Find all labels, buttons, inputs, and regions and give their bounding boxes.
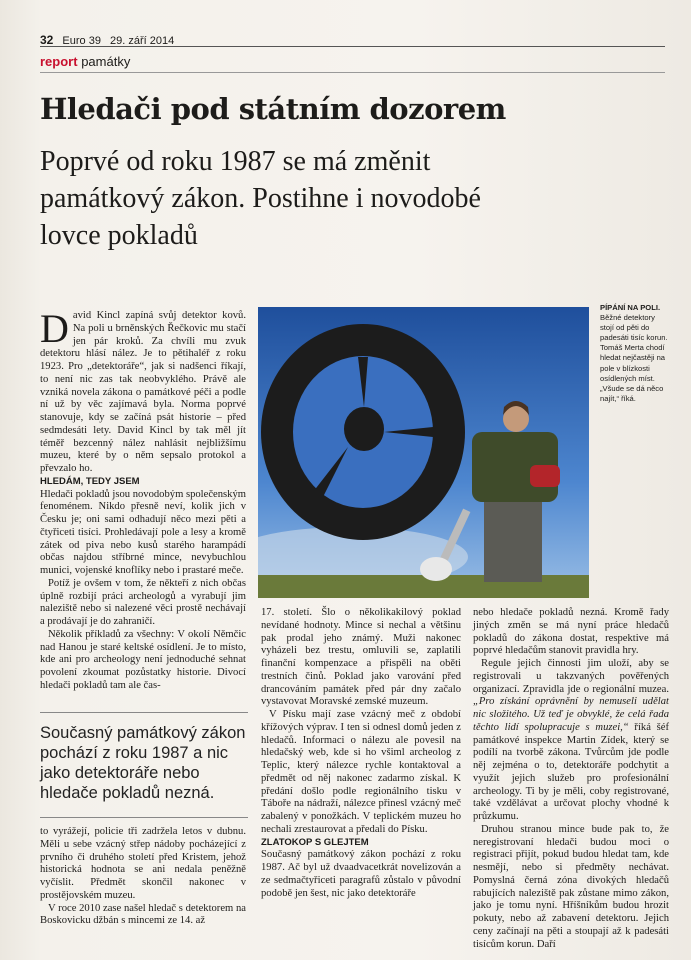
- page-header: [40, 33, 180, 47]
- quote-text: „Pro získání oprávnění by nemuseli udělat nic složitého. Už teď je obvyklé, že celá řada těchto lidí spolupracuje s muzei,“: [473, 696, 669, 733]
- photo-caption: [600, 303, 668, 404]
- body-paragraph: Potíž je ovšem v tom, že někteří z nich občas úplně rozbijí práci archeologů a vyrabují jim naleziště nebo si nalezené věci prostě nechávají a prodávají je do zahraničí.: [40, 577, 246, 627]
- page-number: 32: [40, 33, 54, 47]
- article-column-2: [261, 607, 461, 900]
- body-paragraph: Hledači pokladů jsou novodobým společenským fenoménem. Nikdo přesně neví, kolik jich v Česku je; oni sami odhadují něco mezi pěti a čtyřiceti tisíci. Prohledávají pole a lesy a kromě zátek od piva nebo kusů starého harampádí občas najdou stříbrné mince, nevybuchlou munici, vojenské knoflíky nebo i prastaré meče.: [40, 488, 246, 576]
- metal-detector-photo: [258, 307, 589, 598]
- section-label: [40, 54, 130, 69]
- subheading: ZLATOKOP S GLEJTEM: [261, 836, 369, 848]
- header-rule: [40, 46, 665, 47]
- subheading: HLEDÁM, TEDY JSEM: [40, 475, 140, 487]
- drop-cap: D: [40, 306, 69, 351]
- body-paragraph: nebo hledače pokladů nezná. Kromě řady jiných změn se má nyní práce hledačů pokladů do zákona dostat, respektive má poprvé hledačům stanovit pravidla hry.: [473, 607, 669, 657]
- caption-title: PÍPÁNÍ NA POLI.: [600, 303, 661, 312]
- lead-paragraph: David Kincl zapíná svůj detektor kovů. Na poli u brněnských Řečkovic mu stačí jen pár kroků. Za chvíli mu zvuk detektoru hlásí nález. Je to pětihaléř z roku 1923. Pro „detektoráře“, jak si nadšenci říkají, to není nic zas tak neobvyklého. Právě ale vzniká novela zákona o památkové péči a podle ní už by věc zajímavá byla. Norma poprvé stanovuje, kdy se začíná psát historie – před sedmdesáti lety. David Kincl by tak měl jít téměř bezcenný nález nahlásit nejbližšímu muzeu, které by o něm sepsalo protokol a převzalo ho.: [40, 306, 246, 474]
- article-column-3: [473, 607, 669, 951]
- body-paragraph: to vyrážejí, policie tři zadržela letos v dubnu. Měli u sebe vzácný střep nádoby pocházející z prvního či druhého století před Kristem, jehož historická hodnota se ani nedala peněžně vyčíslit. Předmět skončil nakonec v prostějovském muzeu.: [40, 826, 246, 901]
- body-paragraph: Regule jejich činnosti jim uloží, aby se registrovali u takzvaných pověřených organizací. Zpravidla jde o regionální muzea. „Pro získání oprávnění by nemuseli udělat nic složitého. Už teď je obvyklé, že celá řada těchto lidí spolupracuje s muzei,“ říká šéf památkové inspekce Martin Zídek, který se podílí na tvorbě zákona. Tvůrcům jde podle něj zejména o to, detektoráře podchytit a využít jejich služeb pro profesionální archeology. Ti by je měli, coby registrované, také vzdělávat a určovat plochy vhodné k průzkumu.: [473, 658, 669, 822]
- body-paragraph: V Písku mají zase vzácný meč z období křížových výprav. I ten si odnesl domů jeden z hledačů. Informaci o nálezu ale povesil na hledačský web, kde si ho všiml archeolog z Teplic, který nálezce rychle kontaktoval a předmět od něj nakonec zadarmo získal. K předání došlo podle regionálního tisku v Táboře na nádraží, nálezce přinesl vzácný meč zabalený v ponožkách. V teplickém muzeu ho nechali zrestaurovat a předali do Písku.: [261, 709, 461, 835]
- section-rule: [40, 72, 665, 73]
- caption-text: Běžné detektory stojí od pěti do padesáti tisíc korun. Tomáš Merta chodí hledat nejčastěji na pole v blízkosti osídlených míst. „Všude se dá něco najít,“ říká.: [600, 313, 668, 403]
- article-column-1: [40, 306, 246, 693]
- body-paragraph: 17. století. Šlo o několikakilový poklad nevídané hodnoty. Mince si nechal a většinu pak prodal jeho známý. Muži nakonec vyházeli bez trestu, omluvili se, zaplatili finanční kompenzace a přispěli na oběti trestních činů. Poklad jako varování před drancováním památek před pár dny začalo vystavovat Moravské zemské muzeum.: [261, 607, 461, 708]
- body-paragraph: Druhou stranou mince bude pak to, že neregistrovaní hledači budou moci o registraci přijít, pokud budou hledat tam, kde nesmějí, nebo si předměty nechávat. Pomyslná černá zóna divokých hledačů rabujících naleziště pak zůstane mimo zákon, jako je tomu nyní. Hříšníkům budou hrozit pokuty, nebo až zabavení detektoru. Jejich ceny začínají na pěti a stoupají až k padesáti tisícům korun. Daří: [473, 823, 669, 950]
- section-tag: report: [40, 54, 78, 69]
- article-deck: Poprvé od roku 1987 se má změnit památkový zákon. Postihne i novodobé lovce pokladů: [40, 146, 481, 251]
- article-headline: Hledači pod státním dozorem: [40, 92, 506, 126]
- article-column-1-continued: [40, 826, 246, 928]
- body-paragraph: V roce 2010 zase našel hledač s detektorem na Boskovicku džbán s mincemi ze 14. až: [40, 902, 246, 927]
- body-paragraph: Současný památkový zákon pochází z roku 1987. Ač byl už dvaadvacetkrát novelizován a ze sedmačtyřiceti paragrafů zůstalo v původní podobě jen šest, nic jako detektoráře: [261, 849, 461, 899]
- photo-illustration: [258, 307, 589, 598]
- section-topic: památky: [81, 54, 131, 69]
- body-paragraph: Několik příkladů za všechny: V okolí Němčic nad Hanou je staré keltské osídlení. Je to místo, kde ani pro archeology není jednoduché sehnat povolení zkoumat pozůstatky historie. Divocí hledači pokladů tam ale čas-: [40, 628, 246, 691]
- magazine-issue: Euro 39: [62, 35, 101, 47]
- pull-quote: Současný památkový zákon pochází z roku 1987 a nic jako detektoráře nebo hledače pokladů nezná.: [40, 712, 248, 818]
- issue-date: 29. září 2014: [110, 35, 175, 47]
